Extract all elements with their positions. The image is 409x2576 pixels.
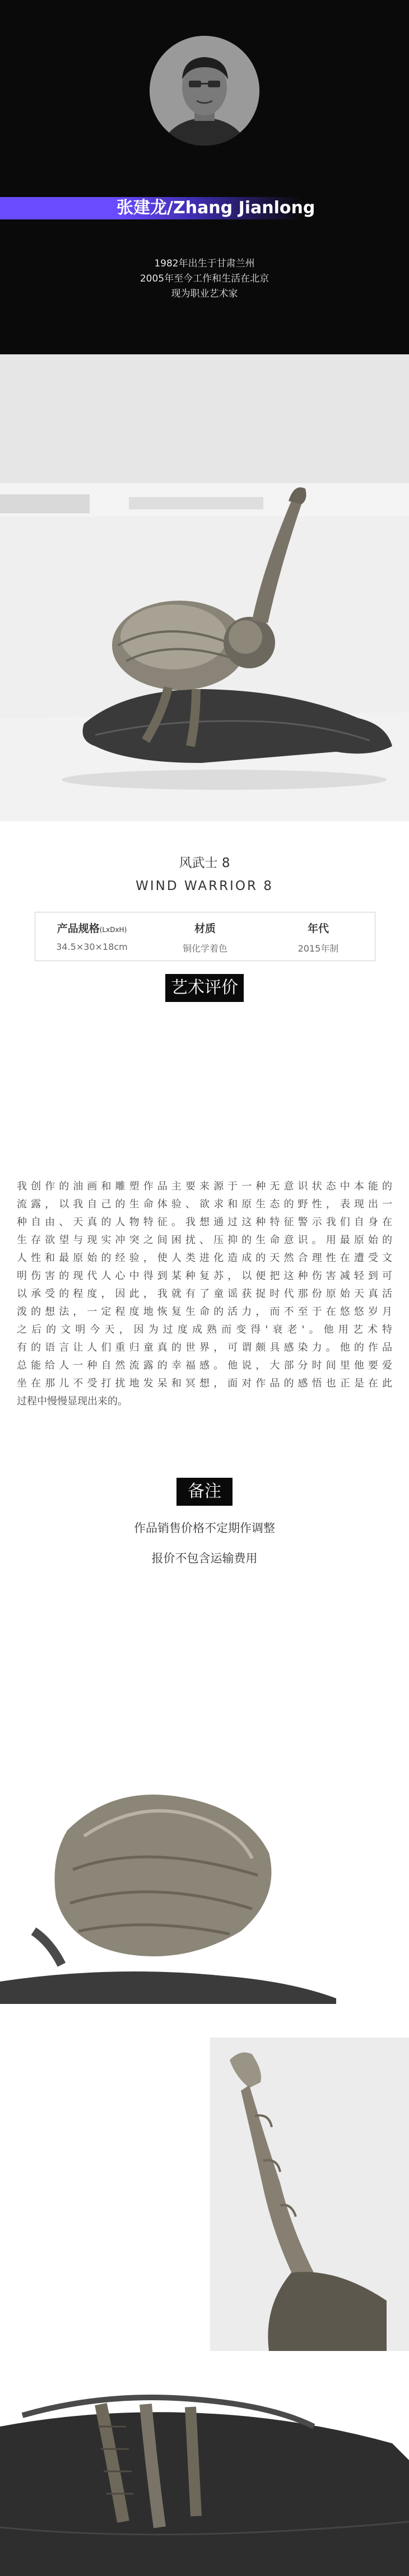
spec-label-suffix: (LxDxH) [99,926,127,934]
artwork-title: 风武士 8 [179,856,230,870]
spec-label: 材质 [194,922,216,935]
spec-value: 铜化学着色 [182,943,227,954]
spec-year [262,912,375,961]
artist-name-bar [0,197,409,219]
review-line: 生存欲望与现实冲突之间困扰、压抑的生命意识。用最原始的 [17,1234,392,1246]
review-line: 泼的想法，一定程度地恢复生命的活力，而不至于在悠悠岁月 [17,1306,392,1318]
review-line: 以承受的程度，因此，我就有了童谣获捉时代那份原始天真活 [17,1288,392,1300]
review-line: 人性和最原始的经验，使人类进化造成的天然合理性在遭受文 [17,1252,392,1264]
review-text [17,1178,392,1411]
review-line: 总能给人一种自然流露的幸福感。他说，大部分时间里他要爱 [17,1360,392,1371]
bio-line: 现为职业艺术家 [171,288,238,299]
note-line: 作品销售价格不定期作调整 [134,1521,275,1535]
artist-avatar [150,36,259,146]
artist-bio [0,256,409,302]
spec-size [35,912,148,961]
spec-value: 2015年制 [298,943,339,954]
spec-material [148,912,262,961]
sculpture-photo-detail-1 [0,1763,409,2004]
sculpture-photo-detail-2 [0,2038,409,2351]
sculpture-photo-detail-3 [0,2359,409,2576]
review-heading: 艺术评价 [165,974,244,1002]
review-line: 过程中慢慢显现出来的。 [17,1395,128,1407]
sculpture-photo-main [0,354,409,821]
review-line: 种自由、天真的人物特征。我想通过这种特征警示我们自身在 [17,1216,392,1228]
bio-line: 2005年至今工作和生活在北京 [140,273,269,284]
review-line: 流露，以我自己的生命体验、欲求和原生态的野性，表现出一 [17,1198,392,1210]
review-line: 之后的文明今天，因为过度成熟而变得'衰老'。他用艺术特 [17,1324,392,1336]
notes-heading: 备注 [176,1478,233,1506]
spec-table [35,912,375,961]
review-line: 明伤害的现代人心中得到某种复苏，以便把这种伤害减轻到可 [17,1270,392,1282]
note-line: 报价不包含运输费用 [151,1552,258,1565]
review-line: 有的语言让人们重归童真的世界，可谓颇具感染力。他的作品 [17,1342,392,1353]
spec-value: 34.5×30×18cm [56,942,128,952]
artist-header [0,0,409,354]
artist-name: 张建龙/Zhang Jianlong [117,198,315,218]
review-line: 我创作的油画和雕塑作品主要来源于一种无意识状态中本能的 [17,1181,392,1192]
spec-label: 产品规格 [57,922,100,935]
artwork-subtitle: WIND WARRIOR 8 [136,879,273,893]
bio-line: 1982年出生于甘肃兰州 [154,258,255,269]
spec-label: 年代 [307,922,329,935]
review-line: 坐在那儿不受打扰地发呆和冥想，面对作品的感悟也正是在此 [17,1378,392,1389]
